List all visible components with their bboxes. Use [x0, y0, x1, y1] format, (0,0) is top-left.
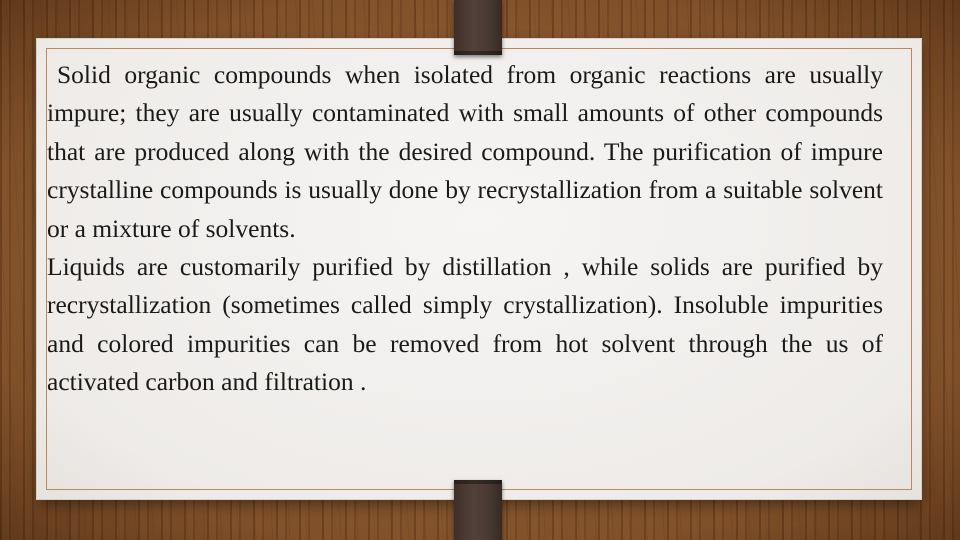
paragraph-purification-methods: Liquids are customarily purified by distillation , while solids are purified by recrystallization (sometimes called simply crystallization). Insoluble impurities and colored impurities can be removed from hot solvent through the us of activated carbon and filtration . [47, 252, 883, 397]
bottom-binder-clip [454, 480, 502, 540]
slide-text [47, 56, 883, 402]
paragraph-recrystallization-intro: Solid organic compounds when isolated from organic reactions are usually impure; they are usually contaminated with small amounts of other compounds that are produced along with the desired compound. The purification of impure crystalline compounds is usually done by recrystallization from a suitable solvent or a mixture of solvents. [47, 60, 883, 243]
top-binder-clip [454, 0, 502, 55]
